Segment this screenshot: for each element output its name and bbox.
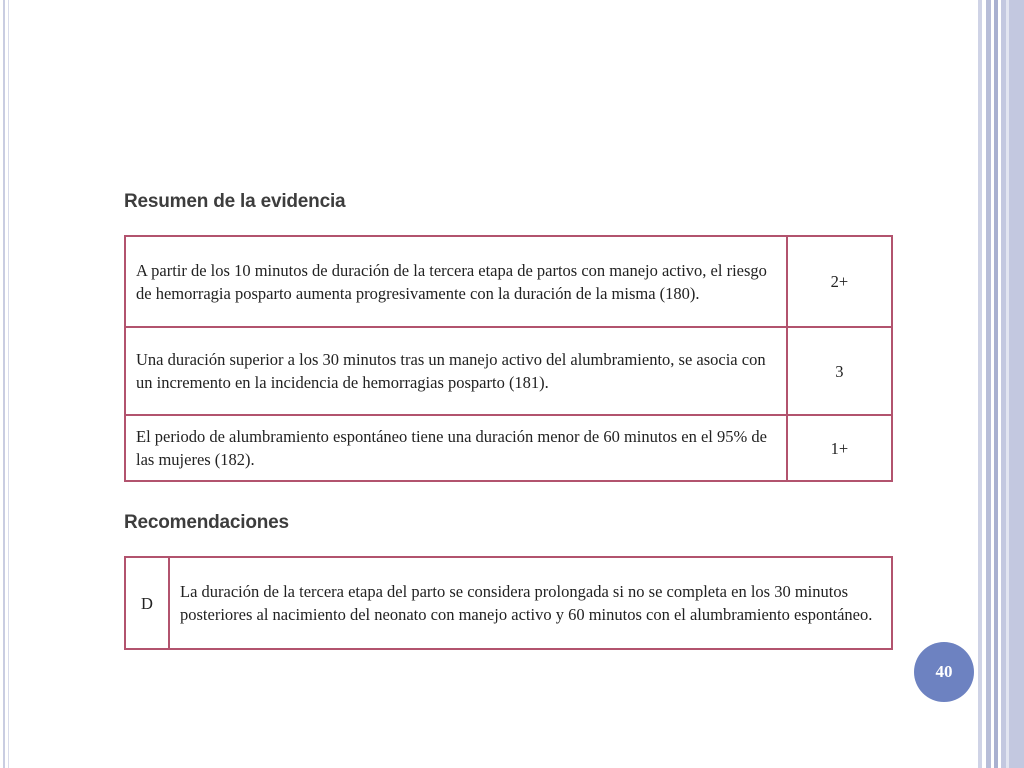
recommendations-heading: Recomendaciones bbox=[124, 512, 289, 533]
evidence-table bbox=[124, 235, 893, 482]
right-border-stripe bbox=[994, 0, 998, 768]
evidence-statement: Una duración superior a los 30 minutos tras un manejo activo del alumbramiento, se asocia con un incremento en la incidencia de hemorragias posparto (181). bbox=[125, 327, 787, 415]
evidence-row bbox=[125, 415, 892, 481]
recommendation-grade: D bbox=[125, 557, 169, 649]
page-number-badge: 40 bbox=[914, 642, 974, 702]
right-border-stripe bbox=[1006, 0, 1009, 768]
evidence-statement: El periodo de alumbramiento espontáneo tiene una duración menor de 60 minutos en el 95% de las mujeres (182). bbox=[125, 415, 787, 481]
right-border-stripe bbox=[986, 0, 991, 768]
evidence-row bbox=[125, 327, 892, 415]
evidence-row bbox=[125, 236, 892, 327]
evidence-heading: Resumen de la evidencia bbox=[124, 191, 346, 212]
recommendations-table bbox=[124, 556, 893, 650]
right-border-stripe bbox=[978, 0, 982, 768]
evidence-level: 3 bbox=[787, 327, 892, 415]
right-border-stripe bbox=[1001, 0, 1024, 768]
evidence-level: 2+ bbox=[787, 236, 892, 327]
left-border-line-inner bbox=[8, 0, 9, 768]
recommendation-text: La duración de la tercera etapa del parto se considera prolongada si no se completa en los 30 minutos posteriores al nacimiento del neonato con manejo activo y 60 minutos con el alumbramiento espontáneo. bbox=[169, 557, 892, 649]
evidence-statement: A partir de los 10 minutos de duración de la tercera etapa de partos con manejo activo, el riesgo de hemorragia posparto aumenta progresivamente con la duración de la misma (180). bbox=[125, 236, 787, 327]
evidence-level: 1+ bbox=[787, 415, 892, 481]
recommendation-row bbox=[125, 557, 892, 649]
left-border-line bbox=[3, 0, 5, 768]
